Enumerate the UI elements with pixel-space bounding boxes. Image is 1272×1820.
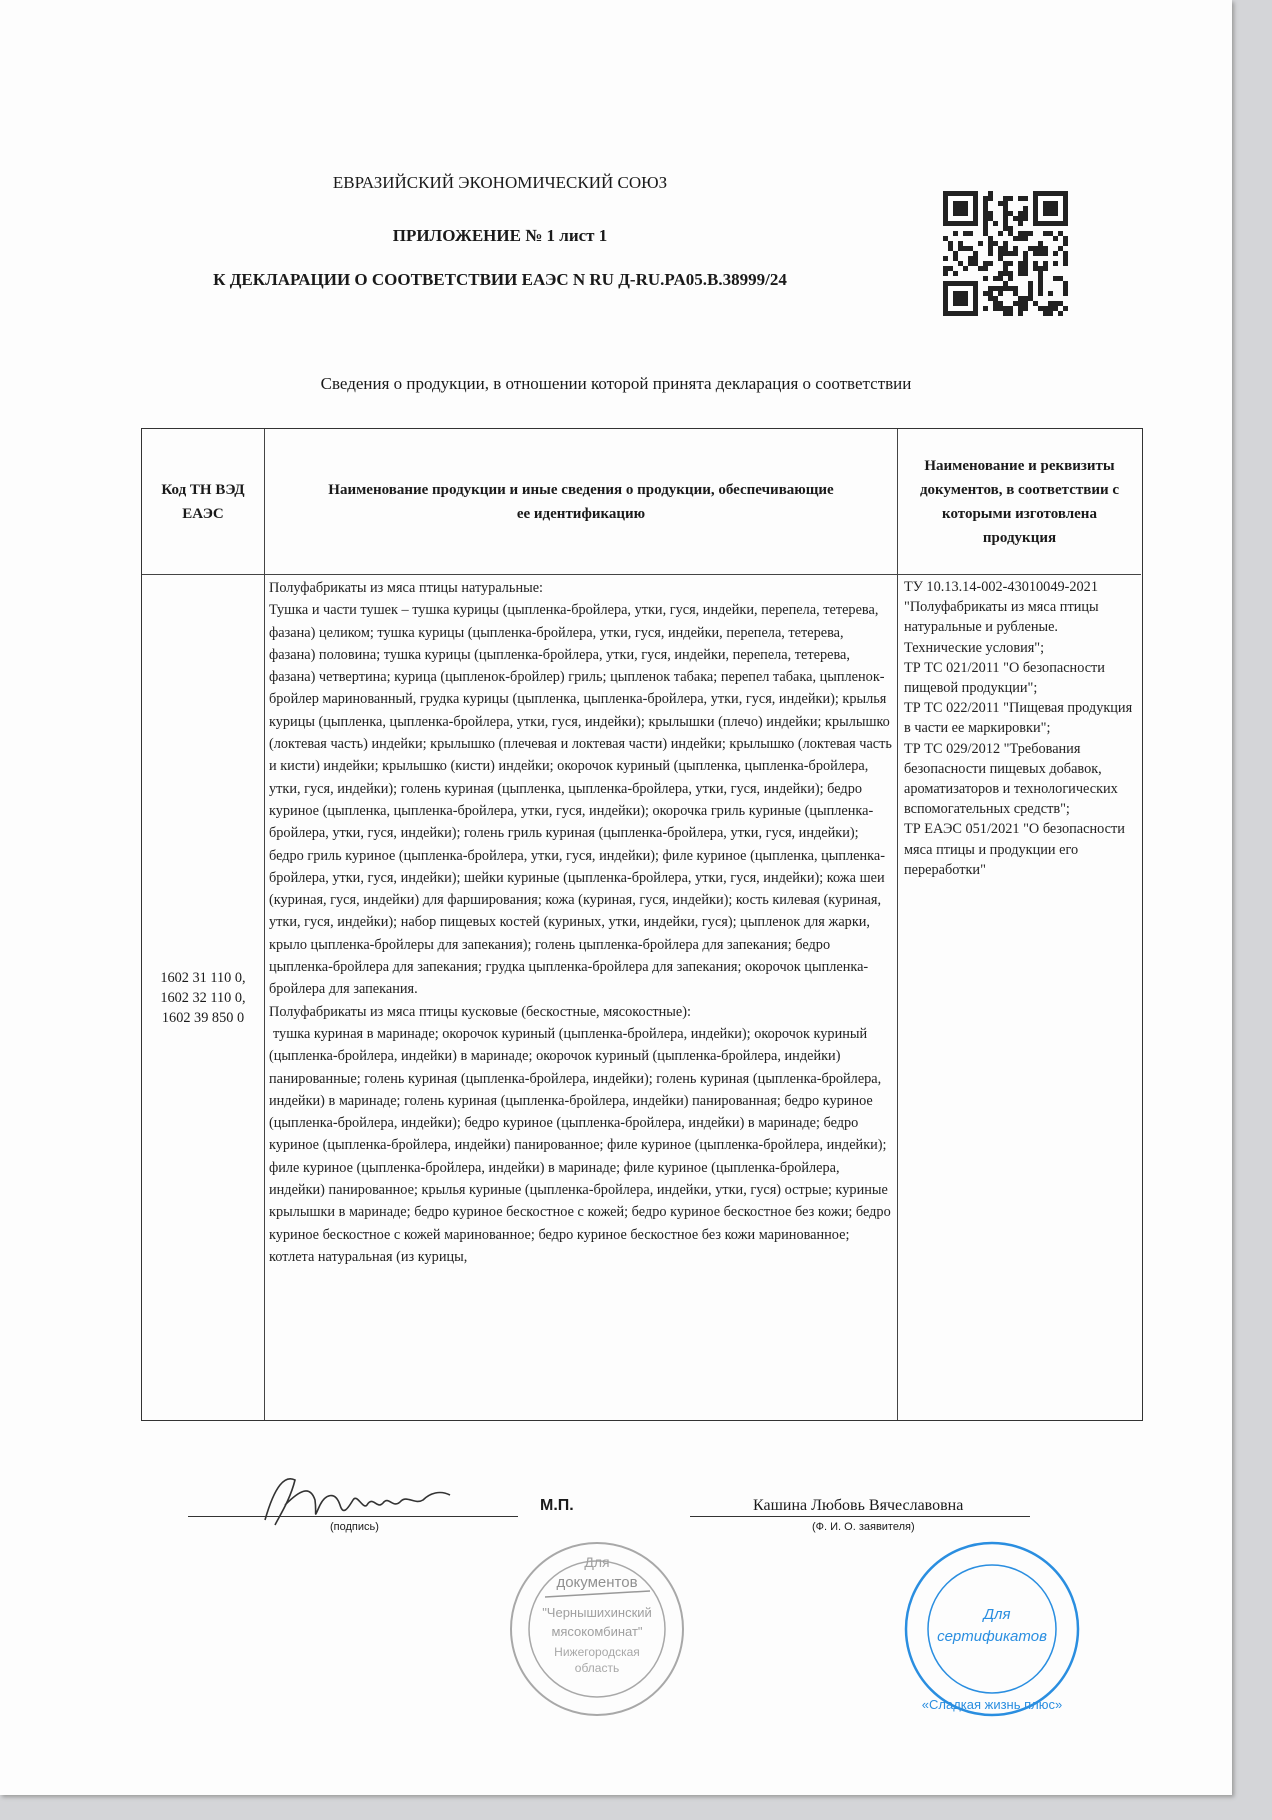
svg-text:документов: документов xyxy=(556,1574,638,1591)
header-code: Код ТН ВЭД ЕАЭС xyxy=(142,429,265,575)
code: 1602 32 110 0, xyxy=(160,989,246,1006)
svg-text:Нижегородская: Нижегородская xyxy=(554,1645,640,1659)
header-product: Наименование продукции и иные сведения о продукции, обеспечивающие ее идентификацию xyxy=(265,429,898,575)
qr-code xyxy=(943,191,1071,323)
section-text: тушка куриная в маринаде; окорочок куриный (цыпленка-бройлера, индейки); окорочок куриный (цыпленка-бройлера, индейки) в маринаде; окорочок куриный (цыпленка-бройлера, индейки) панированные; голень куриная (цыпленка-бройлера, индейки); голень куриная (цыпленка-бройлера, индейки) в маринаде; голень куриная (цыпленка-бройлера, индейки) панированная; бедро куриное (цыпленка-бройлера, индейки); бедро куриное (цыпленка-бройлера, индейки) в маринаде; бедро куриное (цыпленка-бройлера, индейки) панированное; филе куриное (цыпленка-бройлера, индейки); филе куриное (цыпленка-бройлера, индейки) в маринаде; филе куриное (цыпленка-бройлера, индейки) панированное; крылья куриные (цыпленка-бройлера, индейки, утки, гуся) острые; куриные крылышки в маринаде; бедро куриное бескостное с кожей; бедро куриное бескостное без кожи; бедро куриное бескостное с кожей маринованное; бедро куриное бескостное без кожи маринованное; котлета натуральная (из курицы, xyxy=(269,1025,891,1265)
signature-block xyxy=(0,1421,1232,1721)
applicant-name: Кашина Любовь Вячеславовна xyxy=(753,1497,964,1514)
document-ref: ТР ТС 022/2011 "Пищевая продукция в части ее маркировки"; xyxy=(904,700,1133,737)
header-documents: Наименование и реквизиты документов, в соответствии с которыми изготовлена продукция xyxy=(898,429,1141,575)
subtitle: Сведения о продукции, в отношении которой принята декларация о соответствии xyxy=(320,374,912,393)
org-title: ЕВРАЗИЙСКИЙ ЭКОНОМИЧЕСКИЙ СОЮЗ xyxy=(332,173,668,192)
signature-caption: (подпись) xyxy=(330,1521,379,1533)
appendix-title: ПРИЛОЖЕНИЕ № 1 лист 1 xyxy=(392,226,608,245)
document-ref: ТР ТС 021/2011 "О безопасности пищевой продукции"; xyxy=(904,659,1105,697)
svg-text:"Чернышихинский: "Чернышихинский xyxy=(542,1605,652,1620)
svg-text:«Сладкая жизнь плюс»: «Сладкая жизнь плюс» xyxy=(921,1697,1063,1712)
certificate-stamp xyxy=(885,1539,1100,1719)
document-ref: ТР ЕАЭС 051/2021 "О безопасности мяса птицы и продукции его переработки" xyxy=(904,821,1125,878)
document-ref: ТР ТС 029/2012 "Требования безопасности пищевых добавок, ароматизаторов и технологических вспомогательных средств"; xyxy=(904,740,1118,818)
svg-text:мясокомбинат": мясокомбинат" xyxy=(551,1624,643,1639)
seal-label: М.П. xyxy=(540,1497,574,1514)
declaration-title: К ДЕКЛАРАЦИИ О СООТВЕТСТВИИ ЕАЭС N RU Д-RU.PA05.B.38999/24 xyxy=(213,270,787,289)
section-heading: Полуфабрикаты из мяса птицы кусковые (бескостные, мясокостные): xyxy=(269,1003,691,1020)
svg-text:Для: Для xyxy=(983,1606,1011,1623)
applicant-caption: (Ф. И. О. заявителя) xyxy=(812,1521,915,1533)
svg-text:Для: Для xyxy=(584,1554,610,1570)
product-description xyxy=(265,575,898,1420)
svg-text:область: область xyxy=(574,1661,620,1675)
document-ref: ТУ 10.13.14-002-43010049-2021 "Полуфабрикаты из мяса птицы натуральные и рубленые. Технические условия"; xyxy=(904,579,1099,656)
documents-list xyxy=(898,575,1141,1420)
code: 1602 31 110 0, xyxy=(160,969,246,986)
code: 1602 39 850 0 xyxy=(161,1009,245,1026)
content-flow xyxy=(141,428,1143,1721)
company-stamp xyxy=(485,1539,710,1719)
product-table xyxy=(141,428,1143,1421)
section-heading: Полуфабрикаты из мяса птицы натуральные: xyxy=(269,580,544,596)
section-text: Тушка и части тушек – тушка курицы (цыпленка-бройлера, утки, гуся, индейки, перепела, тетерева, фазана) целиком; тушка курицы (цыпленка-бройлера, утки, гуся, индейки, перепела, тетерева, фазана) половина; тушка курицы (цыпленка-бройлера, утки, гуся, индейки, перепела, тетерева, фазана) четвертина; курица (цыпленок-бройлер) гриль; цыпленок табака; перепел табака, цыпленок-бройлер маринованный, грудка курицы (цыпленка, цыпленка-бройлера, утки, гуся, индейки); крылья курицы (цыпленка, цыпленка-бройлера, утки, гуся, индейки); крылышки (плечо) индейки; крылышко (локтевая часть) индейки; крылышко (плечевая и локтевая части) индейки; крылышко (локтевая часть и кисти) индейки; крылышко (кисти) индейки; окорочок куриный (цыпленка, цыпленка-бройлера, утки, гуся, индейки); голень куриная (цыпленка, цыпленка-бройлера, утки, гуся, индейки); бедро куриное (цыпленка, цыпленка-бройлера, утки, гуся, индейки); окорочка гриль куриные (цыпленка-бройлера, утки, гуся, индейки); голень гриль куриная (цыпленка-бройлера, утки, гуся, индейки); бедро гриль куриное (цыпленка-бройлера, утки, гуся, индейки); филе куриное (цыпленка, цыпленка-бройлера, утки, гуся, индейки); шейки куриные (цыпленка-бройлера, утки, гуся, индейки); кожа шеи (куриная, гуся, индейки) для фарширования; кожа (куриная, гуся, индейки); кость килевая (куриная, утки, гуся, индейки); набор пищевых костей (куриных, утки, индейки, гуся); цыпленок для жарки, крыло цыпленка-бройлеры для запекания); голень цыпленка-бройлера для запекания; бедро цыпленка-бройлера для запекания; грудка цыпленка-бройлера для запекания; окорочок цыпленка-бройлера для запекания. xyxy=(269,602,892,998)
svg-text:сертификатов: сертификатов xyxy=(937,1628,1047,1645)
tn-ved-codes xyxy=(142,575,265,1420)
